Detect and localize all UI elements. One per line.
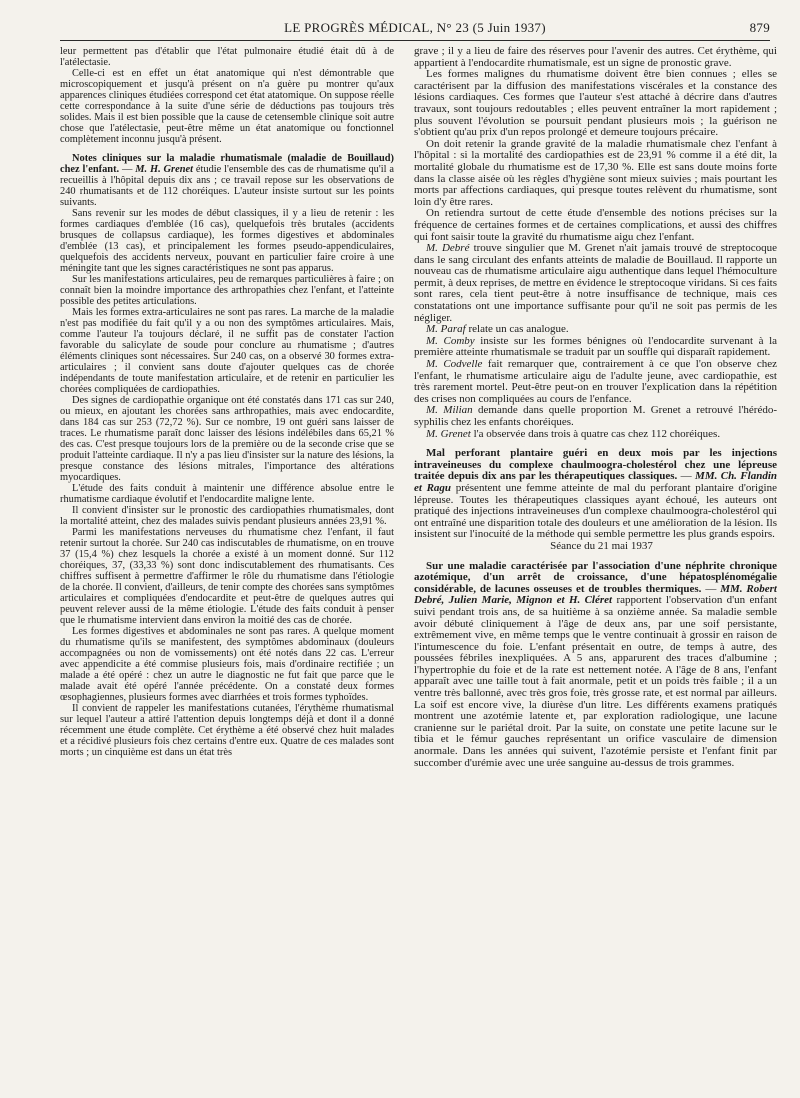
paragraph: Sur les manifestations articulaires, peu de remarques particulières à faire ; on connaît bien la moindre importance des arthropathies chez l'enfant, et l'atteinte possible des petites articulations. xyxy=(60,274,394,307)
discussion-text: trouve singulier que M. Grenet n'ait jamais trouvé de streptocoque dans le sang circulant des enfants atteints de maladie de Bouillaud. Il rapporte un nouveau cas de rhumatisme articulaire aigu authentique dans lequel l'hémoculture permit, à deux reprises, de mettre en évidence le streptocoque viridans. Si ces faits sont rares, cela tient peut-être à notre insuffisance de technique, mais ces constatations ont une importance suffisante pour qu'il ne soit pas permis de les négliger. xyxy=(414,242,777,324)
discussion-text: fait remarquer que, contrairement à ce que l'on observe chez l'enfant, le rhumatisme articulaire aigu de l'adulte jeune, avec cardiopathie, est très rarement mortel. Peut-être peut-on en trouver l'explication dans la répétition des crises non compliquées au cours de l'enfance. xyxy=(414,358,777,405)
discussion-paragraph xyxy=(414,243,777,324)
speaker-name: M. Milian xyxy=(426,404,473,417)
discussion-text: l'a observée dans trois à quatre cas chez 112 choréiques. xyxy=(473,427,721,440)
left-column xyxy=(60,46,394,780)
article-author: M. H. Grenet xyxy=(135,164,193,175)
article-body: rapportent l'observation d'un enfant suivi pendant trois ans, de sa huitième à sa onzième année. Sa maladie semble avoir débuté cliniquement à l'âge de deux ans, par une soif persistante, extrêmement vive, en même temps que le ventre continuait à grossir en raison de l'intumescence du foie. L'enfant présentait en outre, de temps à autre, des poussées fébriles inexpliquées. A 5 ans, apparurent des traces d'albumine ; l'hypertrophie du foie et de la rate est nettement notée. A l'âge de 8 ans, l'enfant apparaît avec une taille tout à fait anormale, petit et un poids très faible ; il a un ventre très ballonné, avec très gros foie, très grosse rate, et est normal par ailleurs. La soif est encore vive, la diurèse d'un litre. Les différents examens pratiqués montrent une azotémie latente et, par exploration radiologique, une lacune cranienne sur le pariétal droit. Par la suite, on constate une petite lacune sur le tibia et le fémur gauches représentant un orifice vasculaire de dimension anormale. Dans les années qui suivent, l'azotémie persiste et l'enfant finit par succomber d'urémie avec une urée sanguine au-dessus de trois grammes. xyxy=(414,594,777,769)
discussion-text: relate un cas analogue. xyxy=(468,323,569,336)
paragraph: Des signes de cardiopathie organique ont été constatés dans 171 cas sur 240, ou mieux, en ajoutant les chorées sans arthropathies, mais avec endocardite, dans 184 cas sur 253 (72,72 %). Sur ce nombre, 19 ont guéri sans laisser de traces. Le rhumatisme paraît donc laisser des lésions indélébiles dans 65,21 % des cas. C'est presque toujours lors de la première ou de la seconde crise que se produit l'atteinte cardiaque. Il n'y a pas lieu d'insister sur la nature des lésions, la presque constance des lésions mitrales, l'importance des altérations myocardiques. xyxy=(60,395,394,483)
article-author: MM. Ch. Flandin et Ragu xyxy=(414,470,777,494)
paragraph: On retiendra surtout de cette étude d'ensemble des notions précises sur la fréquence de certaines formes et de certaines complications, et aussi des chiffres qui font saisir toute la gravité du rhumatisme aigu chez l'enfant. xyxy=(414,207,777,243)
paragraph: Celle-ci est en effet un état anatomique qui n'est démontrable que microscopiquement et jusqu'à présent on n'a guère pu montrer qu'aux apparences cliniques étudiées correspond cet état atatomique. On suppose réelle cette correspondance à la suite d'une série de déductions pas toujours très solides. Mais il est bien possible que la cause de cetensemble clinique soit autre chose que l'atélectasie, peut-être même un état anatomique ou fonctionnel complètement inconnu jusqu'à présent. xyxy=(60,68,394,145)
right-column xyxy=(414,46,777,780)
speaker-name: M. Paraf xyxy=(426,323,466,336)
article-title: Notes cliniques sur la maladie rhumatismale (maladie de Bouillaud) chez l'enfant. xyxy=(60,153,394,175)
speaker-name: M. Codvelle xyxy=(426,358,483,371)
discussion-paragraph xyxy=(414,405,777,428)
paragraph: Parmi les manifestations nerveuses du rhumatisme chez l'enfant, il faut retenir surtout la chorée. Sur 240 cas indiscutables de rhumatisme, on en trouve 37 (15,4 %) chez lesquels la chorée a existé à un moment donné. Sur 112 choréiques, 37, (33,33 %) sont donc indiscutablement des rhumatisants. Ces chiffres suffisent à permettre d'affirmer le rôle du rhumatisme dans l'étiologie de la chorée. Il convient, d'ailleurs, de tenir compte des chorées sans symptômes articulaires et compliquées d'endocardite et peut-être de quelques autres qui peuvent relever aussi de la même étiologie. L'étude des faits conduit à penser que le rhumatisme intervient dans environ la moitié des cas de chorée. xyxy=(60,527,394,626)
article-body: étudie l'ensemble des cas de rhumatisme qu'il a recueillis à l'hôpital depuis dix ans ; ce travail repose sur les observations de 240 rhumatisants et de 112 choréiques. L'auteur insiste surtout sur les points suivants. xyxy=(60,164,394,208)
paragraph: Mais les formes extra-articulaires ne sont pas rares. La marche de la maladie n'est pas modifiée du fait qu'il y a ou non des symptômes articulaires. Mais, comme l'auteur l'a toujours déclaré, il ne suffit pas de constater l'action favorable du salicylate de soude pour conclure au rhumatisme ; d'autres éléments cliniques sont nécessaires. Sur 240 cas, on a observé 30 formes extra-articulaires ; il convient sans doute d'ajouter quelques cas de chorée indépendants de toute manifestation articulaire, et de retenir en particulier les chorées compliquées de cardiopathies. xyxy=(60,307,394,395)
paragraph: L'étude des faits conduit à maintenir une différence absolue entre le rhumatisme cardiaque évolutif et l'endocardite maligne lente. xyxy=(60,483,394,505)
speaker-name: M. Debré xyxy=(426,242,470,255)
discussion-paragraph xyxy=(414,429,777,441)
article-notes-cliniques: Notes cliniques sur la maladie rhumatismale (maladie de Bouillaud) chez l'enfant. — M. H. Grenet étudie l'ensemble des cas de rhumatisme qu'il a recueillis à l'hôpital depuis dix ans ; ce travail repose sur les observations de 240 rhumatisants et de 112 choréiques. L'auteur insiste surtout sur les points suivants. xyxy=(60,153,394,208)
paragraph: Les formes digestives et abdominales ne sont pas rares. A quelque moment du rhumatisme qu'ils se manifestent, des symptômes abdominaux (douleurs accompagnées ou non de vomissements) ont été notés dans 22 cas. L'erreur avec appendicite a été commise plusieurs fois, mais d'ordinaire rectifiée ; un malade a été opéré : chez un autre le diagnostic ne fut fait que parce que le malade avait été opéré l'année précédente. On a constaté deux formes œsophagiennes, plusieurs formes avec diarrhées et trois formes typhoïdes. xyxy=(60,626,394,703)
paragraph: grave ; il y a lieu de faire des réserves pour l'avenir des autres. Cet érythème, qui appartient à l'endocardite rhumatismale, est un signe de pronostic grave. xyxy=(414,46,777,69)
paragraph: Il convient d'insister sur le pronostic des cardiopathies rhumatismales, dont la mortalité atteint, chez des malades suivis pendant plusieurs années 23,91 %. xyxy=(60,505,394,527)
speaker-name: M. Comby xyxy=(426,334,475,347)
paragraph: On doit retenir la grande gravité de la maladie rhumatismale chez l'enfant à l'hôpital : si la mortalité des cardiopathies est de 23,91 % comme il a été dit, la mortalité globale du rhumatisme est de 17,30 %. Elle est sans doute moins forte dans la classe aisée où les règles d'hygiène sont mieux suivies ; mais pourtant les morts par affections cardiaques, qui presque toutes relèvent du rhumatisme, sont loin d'y être rares. xyxy=(414,137,777,208)
speaker-name: M. Grenet xyxy=(426,427,471,440)
discussion-text: demande dans quelle proportion M. Grenet a retrouvé l'hérédo-syphilis chez les enfants choréiques. xyxy=(414,404,777,428)
session-date: Séance du 21 mai 1937 xyxy=(550,539,653,552)
paragraph: leur permettent pas d'établir que l'état pulmonaire étudié était dû à de l'atélectasie. xyxy=(60,46,394,68)
paragraph: Les formes malignes du rhumatisme doivent être bien connues ; elles se caractérisent par la diffusion des manifestations viscérales et la constance des lésions cardiaques. Ces formes que l'auteur s'est attaché à décrire dans d'autres travaux, sont toujours redoutables ; elles peuvent entraîner la mort rapidement ; plus souvent l'évolution se poursuit pendant plusieurs mois ; la guérison ne s'obtient qu'au prix d'un repos prolongé et demeure toujours précaire. xyxy=(414,68,777,139)
article-author: MM. Robert Debré, Julien Marie, Mignon et H. Cléret xyxy=(414,582,777,607)
discussion-text: insiste sur les formes bénignes où l'endocardite survenant à la première atteinte rhumatismale se traduit par un souffle qui disparaît rapidement. xyxy=(414,334,777,359)
journal-title: LE PROGRÈS MÉDICAL, N° 23 (5 Juin 1937) xyxy=(284,20,546,35)
paragraph: Il convient de rappeler les manifestations cutanées, l'érythème rhumatismal sur lequel l'auteur a attiré l'attention depuis longtemps déjà et dont il a donné récemment une étude complète. Cet érythème a été observé chez huit malades et a récidivé plusieurs fois chez certains d'entre eux. Quatre de ces malades sont morts ; un cinquième est dans un état très xyxy=(60,703,394,758)
article-mal-perforant: Mal perforant plantaire guéri en deux mois par les injections intraveineuses du complexe chaulmoogra-cholestérol chez une lépreuse traitée depuis dix ans par les thérapeutiques classiques. — MM. Ch. Flandin et Ragu présentent une femme atteinte de mal du perforant plantaire d'origine lépreuse. Toutes les thérapeutiques classiques ayant échoué, les auteurs ont pratiqué des injections intraveineuses d'un complexe chaulmoogra-cholestérol qui ont entraîné une disparition totale des douleurs et une amélioration de la lésion. Ils insistent sur l'inocuité de la méthode qui semble permettre les plus grands espoirs. xyxy=(414,447,777,541)
article-body: présentent une femme atteinte de mal du perforant plantaire d'origine lépreuse. Toutes les thérapeutiques classiques ayant échoué, les auteurs ont pratiqué des injections intraveineuses d'un complexe chaulmoogra-cholestérol qui ont entraîné une disparition totale des douleurs et une amélioration de la lésion. Ils insistent sur l'inocuité de la méthode qui semble permettre les plus grands espoirs. xyxy=(414,481,777,541)
running-header xyxy=(60,18,770,41)
article-title: Sur une maladie caractérisée par l'association d'une néphrite chronique azotémique, d'un arrêt de croissance, d'une hépatosplénomégalie considérable, de lacunes osseuses et de troubles thermiques. xyxy=(414,559,777,595)
discussion-paragraph xyxy=(414,336,777,359)
discussion-paragraph xyxy=(414,359,777,405)
article-title: Mal perforant plantaire guéri en deux mois par les injections intraveineuses du complexe chaulmoogra-cholestérol chez une lépreuse traitée depuis dix ans par les thérapeutiques classiques. xyxy=(414,447,777,483)
page-number: 879 xyxy=(749,20,770,35)
article-nephrite: Sur une maladie caractérisée par l'association d'une néphrite chronique azotémique, d'un arrêt de croissance, d'une hépatosplénomégalie considérable, de lacunes osseuses et de troubles thermiques. — MM. Robert Debré, Julien Marie, Mignon et H. Cléret rapportent l'observation d'un enfant suivi pendant trois ans, de sa huitième à sa onzième année. Sa maladie semble avoir débuté cliniquement à l'âge de deux ans, par une soif persistante, extrêmement vive, en même temps que le ventre continuait à grossir en raison de l'intumescence du foie. L'enfant présentait en outre, de temps à autre, des poussées fébriles inexpliquées. A 5 ans, apparurent des traces d'albumine ; l'hypertrophie du foie et de la rate est nettement notée. A l'âge de 8 ans, l'enfant apparaît avec une taille tout à fait anormale, petit et un poids très faible ; il a un ventre très ballonné, avec très gros foie, très grosse rate, et est normal par ailleurs. La soif est encore vive, la diurèse d'un litre. Les différents examens pratiqués montrent une azotémie latente et, par exploration radiologique, une lacune cranienne sur le pariétal droit. Par la suite, on constate une petite lacune sur le tibia et le fémur gauches représentant un orifice vasculaire de dimension anormale. Dans les années qui suivent, l'azotémie persiste et l'enfant finit par succomber d'urémie avec une urée sanguine au-dessus de trois grammes. xyxy=(414,559,777,769)
paragraph: Sans revenir sur les modes de début classiques, il y a lieu de retenir : les formes cardiaques d'emblée (16 cas), quelquefois très brutales (accidents brusques de collapsus cardiaque), les formes digestives et abdominales d'emblée (13 cas), et principalement les formes pseudo-appendiculaires, quelquefois des accidents nerveux, pouvant en particulier faire croire à une méningite tant que les signes caractéristiques ne sont pas apparus. xyxy=(60,208,394,274)
